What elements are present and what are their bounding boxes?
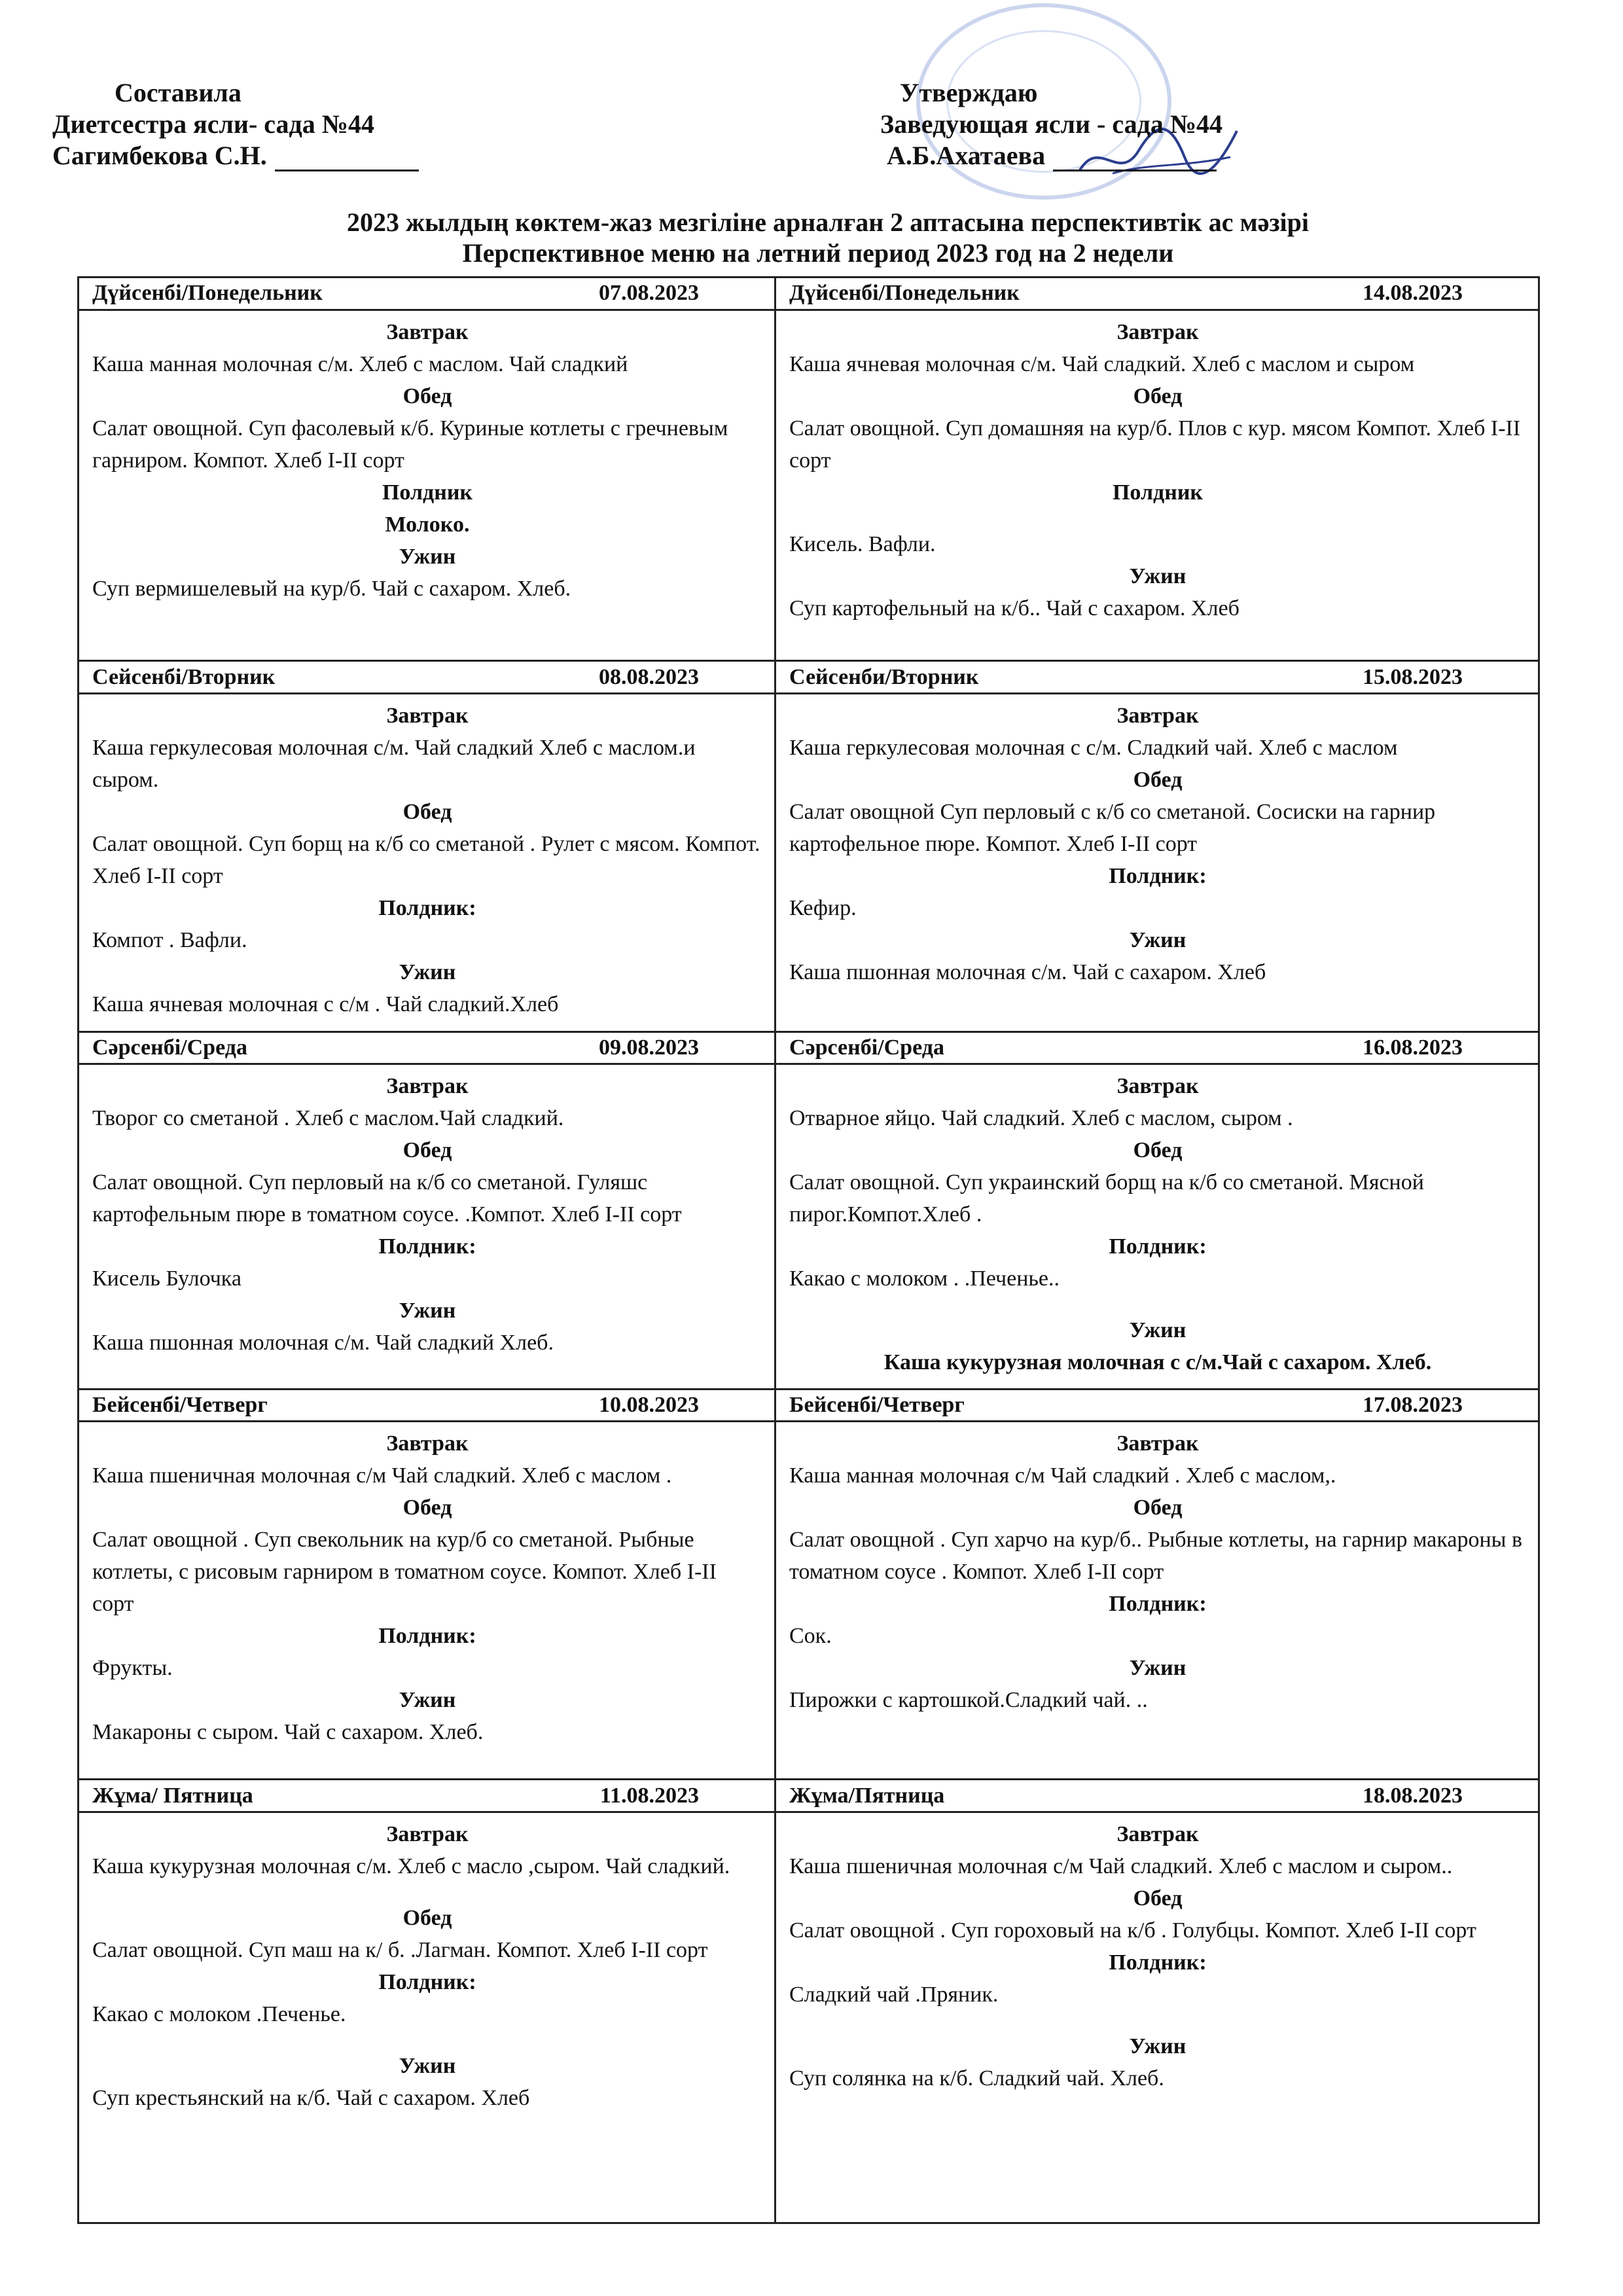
breakfast-label: Завтрак — [386, 704, 469, 728]
day-date: 11.08.2023 — [599, 1783, 699, 1808]
day-header — [776, 1389, 1539, 1422]
breakfast-text: Отварное яйцо. Чай сладкий. Хлеб с маслом, сыром . — [789, 1106, 1293, 1131]
snack-text: Какао с молоком . .Печенье.. — [789, 1266, 1060, 1291]
lunch-text: Салат овощной Суп перловый с к/б со сметаной. Сосиски на гарнир картофельное пюре. Компот. Хлеб I-II сорт — [789, 800, 1436, 857]
day-name: Сәрсенбі/Среда — [789, 1035, 944, 1060]
breakfast-text: Каша геркулесовая молочная с с/м. Сладкий чай. Хлеб с маслом — [789, 736, 1398, 761]
dinner-label: Ужин — [1129, 928, 1186, 953]
breakfast-text: Каша манная молочная с/м Чай сладкий . Хлеб с маслом,. — [789, 1463, 1336, 1488]
lunch-text: Салат овощной. Суп борщ на к/б со сметаной . Рулет с мясом. Компот. Хлеб I-II сорт — [92, 832, 760, 889]
lunch-label: Обед — [1133, 384, 1183, 408]
snack-text: Молоко. — [385, 512, 470, 537]
signature-line — [1053, 146, 1217, 171]
dinner-text: Каша ячневая молочная с с/м . Чай сладкий.Хлеб — [92, 992, 559, 1017]
snack-label: Полдник: — [378, 1624, 476, 1649]
day-menu-cell — [79, 1422, 776, 1780]
breakfast-text: Каша ячневая молочная с/м. Чай сладкий. Хлеб с маслом и сыром — [789, 351, 1415, 376]
breakfast-text: Каша геркулесовая молочная с/м. Чай сладкий Хлеб с маслом.и сыром. — [92, 736, 696, 793]
day-menu-cell — [776, 1422, 1539, 1780]
dinner-text: Каша пшонная молочная с/м. Чай с сахаром. Хлеб — [789, 960, 1266, 985]
breakfast-text: Каша пшеничная молочная с/м Чай сладкий. Хлеб с маслом и сыром.. — [789, 1854, 1453, 1878]
compiler-position: Диетсестра ясли- сада №44 — [52, 109, 374, 139]
day-header-row — [79, 1389, 1539, 1422]
day-header-row — [79, 661, 1539, 694]
day-name: Дүйсенбі/Понедельник — [789, 281, 1020, 306]
day-menu-cell — [776, 1812, 1539, 2223]
lunch-text: Салат овощной. Суп домашняя на кур/б. Плов с кур. мясом Компот. Хлеб I-II сорт — [789, 416, 1521, 473]
day-date: 08.08.2023 — [599, 664, 699, 689]
day-menu-row — [79, 694, 1539, 1032]
day-header — [79, 278, 776, 310]
approver-name: А.Б.Ахатаева — [887, 141, 1046, 170]
breakfast-label: Завтрак — [386, 1074, 469, 1099]
dinner-text: Суп солянка на к/б. Сладкий чай. Хлеб. — [789, 2066, 1164, 2090]
day-header — [79, 1780, 776, 1812]
day-header — [79, 661, 776, 694]
approved-label: Утверждаю — [900, 78, 1038, 107]
snack-text: Кисель Булочка — [92, 1266, 241, 1291]
lunch-label: Обед — [402, 384, 452, 408]
day-name: Дүйсенбі/Понедельник — [92, 281, 323, 306]
day-date: 07.08.2023 — [599, 281, 699, 306]
day-date: 14.08.2023 — [1363, 281, 1463, 306]
dinner-text: Суп картофельный на к/б.. Чай с сахаром. Хлеб — [789, 596, 1240, 620]
day-header — [776, 278, 1539, 310]
title-kazakh: 2023 жылдың көктем-жаз мезгіліне арналған 2 аптасына перспективтік ас мәзірі — [346, 207, 1310, 237]
day-name: Жұма/ Пятница — [92, 1783, 253, 1808]
lunch-label: Обед — [402, 1905, 452, 1930]
day-date: 15.08.2023 — [1363, 664, 1463, 689]
dinner-label: Ужин — [1129, 564, 1186, 588]
signature-line — [275, 146, 419, 171]
compiler-name: Сагимбекова С.Н. — [52, 141, 267, 170]
snack-label: Полдник: — [1109, 1592, 1207, 1617]
day-menu-cell — [776, 694, 1539, 1032]
breakfast-label: Завтрак — [1116, 704, 1199, 728]
lunch-text: Салат овощной . Суп харчо на кур/б.. Рыбные котлеты, на гарнир макароны в томатном соусе . Компот. Хлеб I-II сорт — [789, 1528, 1523, 1585]
dinner-label: Ужин — [1129, 1318, 1186, 1343]
approver-position: Заведующая ясли - сада №44 — [880, 109, 1223, 139]
day-menu-row — [79, 310, 1539, 661]
snack-label: Полдник: — [1109, 1234, 1207, 1259]
dinner-label: Ужин — [399, 2053, 456, 2078]
dinner-label: Ужин — [1129, 1656, 1186, 1681]
lunch-label: Обед — [402, 1138, 452, 1163]
breakfast-label: Завтрак — [386, 1821, 469, 1846]
approved-by-block — [880, 77, 1222, 171]
day-menu-cell — [79, 694, 776, 1032]
breakfast-label: Завтрак — [386, 1431, 469, 1456]
dinner-text: Суп крестьянский на к/б. Чай с сахаром. Хлеб — [92, 2085, 530, 2110]
lunch-label: Обед — [402, 1496, 452, 1520]
day-header — [776, 1780, 1539, 1812]
lunch-label: Обед — [1133, 1886, 1183, 1910]
dinner-text: Суп вермишелевый на кур/б. Чай с сахаром. Хлеб. — [92, 576, 571, 601]
day-name: Бейсенбі/Четверг — [92, 1392, 268, 1417]
lunch-label: Обед — [402, 800, 452, 825]
breakfast-text: Каша пшеничная молочная с/м Чай сладкий. Хлеб с маслом . — [92, 1463, 672, 1488]
day-menu-cell — [776, 310, 1539, 661]
day-name: Сәрсенбі/Среда — [92, 1035, 247, 1060]
dinner-label: Ужин — [399, 960, 456, 985]
day-date: 09.08.2023 — [599, 1035, 699, 1060]
compiled-by-label: Составила — [115, 78, 241, 107]
snack-label: Полдник — [382, 480, 473, 505]
snack-label: Полдник: — [1109, 1950, 1207, 1975]
lunch-text: Салат овощной. Суп фасолевый к/б. Куриные котлеты с гречневым гарниром. Компот. Хлеб I-II сорт — [92, 416, 728, 473]
dinner-label: Ужин — [399, 1299, 456, 1323]
snack-label: Полдник: — [378, 1234, 476, 1259]
day-name: Бейсенбі/Четверг — [789, 1392, 965, 1417]
snack-text: Кефир. — [789, 896, 857, 921]
snack-text: Сладкий чай .Пряник. — [789, 1982, 999, 2007]
snack-text: Фрукты. — [92, 1656, 173, 1681]
breakfast-label: Завтрак — [1116, 319, 1199, 344]
snack-text: Сок. — [789, 1624, 832, 1649]
breakfast-text: Каша кукурузная молочная с/м. Хлеб с масло ,сыром. Чай сладкий. — [92, 1854, 730, 1878]
dinner-text: Пирожки с картошкой.Сладкий чай. .. — [789, 1688, 1148, 1713]
day-menu-cell — [79, 310, 776, 661]
lunch-text: Салат овощной . Суп гороховый на к/б . Голубцы. Компот. Хлеб I-II сорт — [789, 1918, 1476, 1943]
day-header — [776, 1031, 1539, 1064]
breakfast-label: Завтрак — [1116, 1074, 1199, 1099]
title-russian: Перспективное меню на летний период 2023 год на 2 недели — [462, 238, 1174, 268]
snack-text: Кисель. Вафли. — [789, 531, 936, 556]
dinner-text: Макароны с сыром. Чай с сахаром. Хлеб. — [92, 1720, 484, 1745]
day-menu-cell — [776, 1064, 1539, 1389]
dinner-label: Ужин — [399, 544, 456, 569]
day-date: 18.08.2023 — [1363, 1783, 1463, 1808]
breakfast-label: Завтрак — [1116, 1821, 1199, 1846]
day-header — [79, 1031, 776, 1064]
lunch-text: Салат овощной. Суп перловый на к/б со сметаной. Гуляшс картофельным пюре в томатном соусе. .Компот. Хлеб I-II сорт — [92, 1170, 682, 1227]
day-name: Сейсенби/Вторник — [789, 664, 979, 689]
day-header-row — [79, 278, 1539, 310]
day-date: 17.08.2023 — [1363, 1392, 1463, 1417]
snack-text: Какао с молоком .Печенье. — [92, 2001, 346, 2026]
lunch-text: Салат овощной. Суп маш на к/ б. .Лагман. Компот. Хлеб I-II сорт — [92, 1937, 708, 1962]
lunch-text: Салат овощной . Суп свекольник на кур/б со сметаной. Рыбные котлеты, с рисовым гарниром в томатном соусе. Компот. Хлеб I-II сорт — [92, 1528, 717, 1617]
breakfast-label: Завтрак — [1116, 1431, 1199, 1456]
breakfast-text: Каша манная молочная с/м. Хлеб с маслом. Чай сладкий — [92, 351, 628, 376]
snack-text: Компот . Вафли. — [92, 928, 247, 953]
dinner-text: Каша кукурузная молочная с с/м.Чай с сахаром. Хлеб. — [883, 1350, 1432, 1375]
day-header-row — [79, 1780, 1539, 1812]
day-name: Жұма/Пятница — [789, 1783, 945, 1808]
snack-label: Полдник — [1112, 480, 1204, 505]
menu-table — [77, 276, 1540, 2224]
lunch-label: Обед — [1133, 1138, 1183, 1163]
day-header-row — [79, 1031, 1539, 1064]
day-date: 10.08.2023 — [599, 1392, 699, 1417]
lunch-text: Салат овощной. Суп украинский борщ на к/б со сметаной. Мясной пирог.Компот.Хлеб . — [789, 1170, 1424, 1227]
day-menu-cell — [79, 1812, 776, 2223]
compiled-by-block — [52, 77, 419, 171]
day-name: Сейсенбі/Вторник — [92, 664, 276, 689]
lunch-label: Обед — [1133, 768, 1183, 793]
day-header — [776, 661, 1539, 694]
lunch-label: Обед — [1133, 1496, 1183, 1520]
snack-label: Полдник: — [378, 1969, 476, 1994]
breakfast-text: Творог со сметаной . Хлеб с маслом.Чай сладкий. — [92, 1106, 564, 1131]
day-date: 16.08.2023 — [1363, 1035, 1463, 1060]
day-menu-cell — [79, 1064, 776, 1389]
breakfast-label: Завтрак — [386, 319, 469, 344]
dinner-label: Ужин — [1129, 2034, 1186, 2058]
snack-label: Полдник: — [378, 896, 476, 921]
day-menu-row — [79, 1812, 1539, 2223]
day-menu-row — [79, 1422, 1539, 1780]
day-header — [79, 1389, 776, 1422]
day-menu-row — [79, 1064, 1539, 1389]
dinner-text: Каша пшонная молочная с/м. Чай сладкий Хлеб. — [92, 1331, 554, 1355]
dinner-label: Ужин — [399, 1688, 456, 1713]
snack-label: Полдник: — [1109, 864, 1207, 889]
